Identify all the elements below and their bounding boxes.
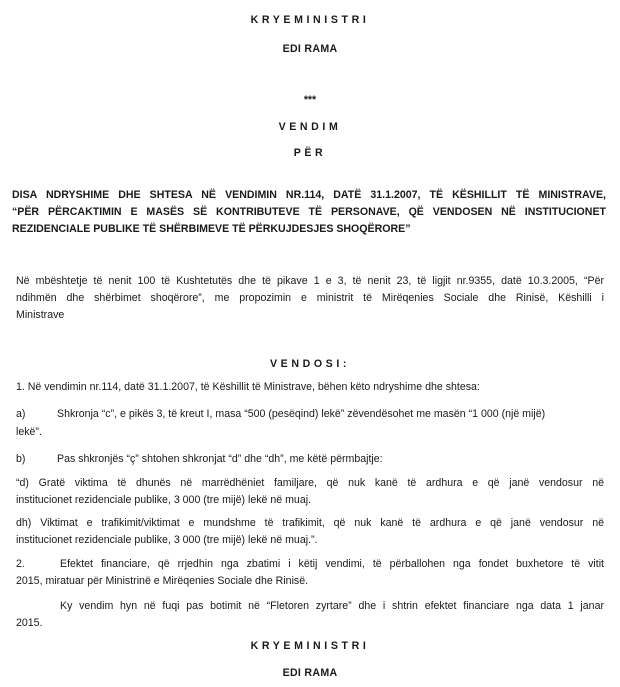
item-b-row <box>16 451 604 468</box>
decides-heading: VENDOSI: <box>269 358 350 370</box>
point-2-text: Efektet financiare, që rrjedhin nga zbatimi i këtij vendimi, të përballohen nga fondet buxhetore të vitit <box>60 558 604 570</box>
point-3-line-2: 2015. <box>16 617 43 629</box>
point-1: 1. Në vendimin nr.114, datë 31.1.2007, të Këshillit të Ministrave, bëhen këto ndryshime dhe shtesa: <box>16 381 480 393</box>
decision-title: VENDIM <box>278 121 342 133</box>
footer-title: KRYEMINISTRI <box>250 640 370 652</box>
point-2-label: 2. <box>16 558 25 570</box>
letter-dh-line-2: institucionet rezidenciale publike, 3 000 (tre mijë) lekë në muaj.”. <box>16 534 318 546</box>
letter-d-line-1: “d) Gratë viktima të dhunës në marrëdhëniet familjare, që nuk kanë të ardhura e që janë vendosur në <box>16 477 604 489</box>
subject-line-1: DISA NDRYSHIME DHE SHTESA NË VENDIMIN NR.114, DATË 31.1.2007, TË KËSHILLIT TË MINISTRAVE, <box>12 189 606 201</box>
preamble <box>16 273 604 324</box>
preamble-line-1: Në mbështetje të nenit 100 të Kushtetutës dhe të pikave 1 e 3, të nenit 23, të ligjit nr.9355, datë 10.3.2005, “Për <box>16 275 604 287</box>
item-a-row <box>16 406 604 423</box>
point-2-line-1 <box>16 556 604 573</box>
subject-line-2: “PËR PËRCAKTIMIN E MASËS SË KONTRIBUTEVE TË PERSONAVE, QË VENDOSEN NË INSTITUCIONET <box>12 206 606 218</box>
header-stars: *** <box>303 94 317 106</box>
footer-name: EDI RAMA <box>282 667 338 679</box>
item-a-label: a) <box>16 408 26 420</box>
item-a-text: Shkronja “c”, e pikës 3, të kreut I, masa “500 (pesëqind) lekë” zëvendësohet me masën “1 000 (një mijë) <box>57 408 546 420</box>
letter-dh-line-1: dh) Viktimat e trafikimit/viktimat e mundshme të trafikimit, që nuk kanë të ardhura e që janë vendosur në <box>16 517 604 529</box>
letter-dh <box>16 515 604 549</box>
decision-subject <box>12 187 606 238</box>
item-b-text: Pas shkronjës “ç” shtohen shkronjat “d” dhe “dh”, me këtë përmbajtje: <box>57 453 383 465</box>
point-2 <box>16 556 604 590</box>
preamble-line-3: Ministrave <box>16 309 65 321</box>
point-3 <box>16 598 604 632</box>
preamble-line-2: ndihmën dhe shërbimet shoqërore”, me propozimin e ministrit të Mirëqenies Sociale dhe Rinisë, Këshilli i <box>16 292 604 304</box>
point-3-line-1: Ky vendim hyn në fuqi pas botimit në “Fletoren zyrtare” dhe i shtrin efektet financiare nga data 1 janar <box>60 600 604 612</box>
subject-line-3: REZIDENCIALE PUBLIKE TË SHËRBIMEVE TË PËRKUJDESJES SHOQËRORE” <box>12 223 411 235</box>
item-a-continuation: lekë”. <box>16 426 42 438</box>
letter-d <box>16 475 604 509</box>
decision-for: PËR <box>293 147 327 159</box>
header-title: KRYEMINISTRI <box>250 14 370 26</box>
point-2-line-2: 2015, miratuar për Ministrinë e Mirëqenies Sociale dhe Rinisë. <box>16 575 309 587</box>
item-b-label: b) <box>16 453 26 465</box>
letter-d-line-2: institucionet rezidenciale publike, 3 000 (tre mijë) lekë në muaj. <box>16 494 312 506</box>
header-name: EDI RAMA <box>282 43 338 55</box>
